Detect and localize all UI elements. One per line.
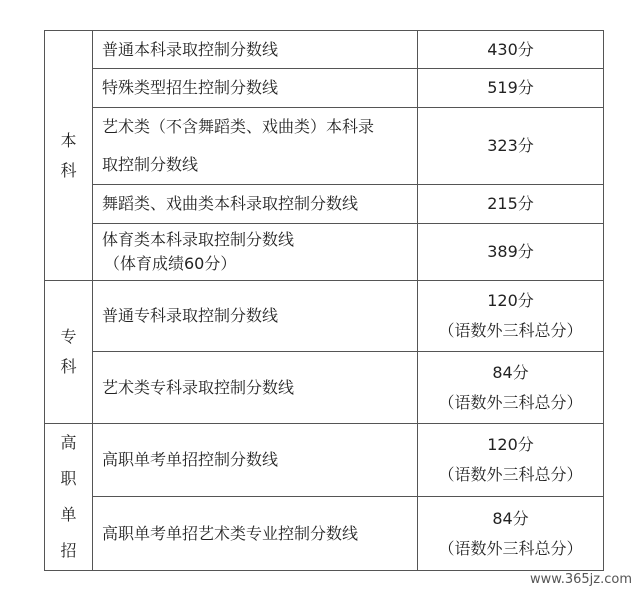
table-row [45,185,604,224]
score-value: 120分 [487,291,534,310]
score-value: 215分 [487,194,534,213]
score-cell [418,352,604,424]
item-cell [93,497,418,571]
category-cell-vocational-single-exam [45,424,93,571]
score-note: （语数外三科总分） [438,538,583,558]
item-label: 艺术类专科录取控制分数线 [102,377,295,397]
item-label: 普通专科录取控制分数线 [102,306,279,325]
category-char: 高 [60,433,77,452]
score-value: 519分 [487,78,534,97]
item-cell [93,31,418,69]
category-cell-undergraduate [45,31,93,281]
item-cell [93,352,418,424]
category-char: 本 [60,130,77,150]
score-value: 84分 [492,508,529,528]
table-row [45,281,604,352]
score-cell [418,281,604,352]
category-char: 科 [60,160,77,180]
category-char: 招 [60,541,77,560]
score-value: 323分 [487,136,534,155]
item-cell [93,69,418,108]
table-row [45,424,604,497]
item-label: 高职单考单招艺术类专业控制分数线 [102,523,359,543]
score-value: 120分 [487,435,534,454]
score-cell [418,185,604,224]
item-cell [93,281,418,352]
cutoff-score-table [44,30,604,571]
table-row [45,224,604,281]
item-cell [93,185,418,224]
item-cell [93,224,418,281]
category-char: 专 [60,327,77,346]
category-char: 科 [60,357,77,376]
score-cell [418,69,604,108]
item-label: 普通本科录取控制分数线 [102,39,279,59]
score-value: 430分 [487,39,534,59]
score-cell [418,108,604,185]
item-label: 舞蹈类、戏曲类本科录取控制分数线 [102,194,359,213]
score-cell [418,424,604,497]
item-label: 取控制分数线 [102,155,199,174]
item-label: 艺术类（不含舞蹈类、戏曲类）本科录 [102,117,375,136]
category-cell-junior-college [45,281,93,424]
item-label: 体育类本科录取控制分数线 [102,230,295,249]
watermark-text: www.365jz.com [530,572,632,587]
category-char: 职 [60,469,77,488]
score-value: 84分 [492,362,529,382]
table-row [45,497,604,571]
score-cell [418,31,604,69]
item-label: 高职单考单招控制分数线 [102,450,279,469]
score-cell [418,224,604,281]
score-cell [418,497,604,571]
table-row [45,352,604,424]
item-note: （体育成绩60分） [104,254,237,273]
category-char: 单 [60,505,77,524]
item-cell [93,108,418,185]
score-note: （语数外三科总分） [438,392,583,412]
table-row [45,31,604,69]
table-row [45,108,604,185]
score-value: 389分 [487,242,534,261]
table-row [45,69,604,108]
item-cell [93,424,418,497]
item-label: 特殊类型招生控制分数线 [102,78,279,97]
score-note: （语数外三科总分） [438,321,583,340]
score-note: （语数外三科总分） [438,465,583,484]
